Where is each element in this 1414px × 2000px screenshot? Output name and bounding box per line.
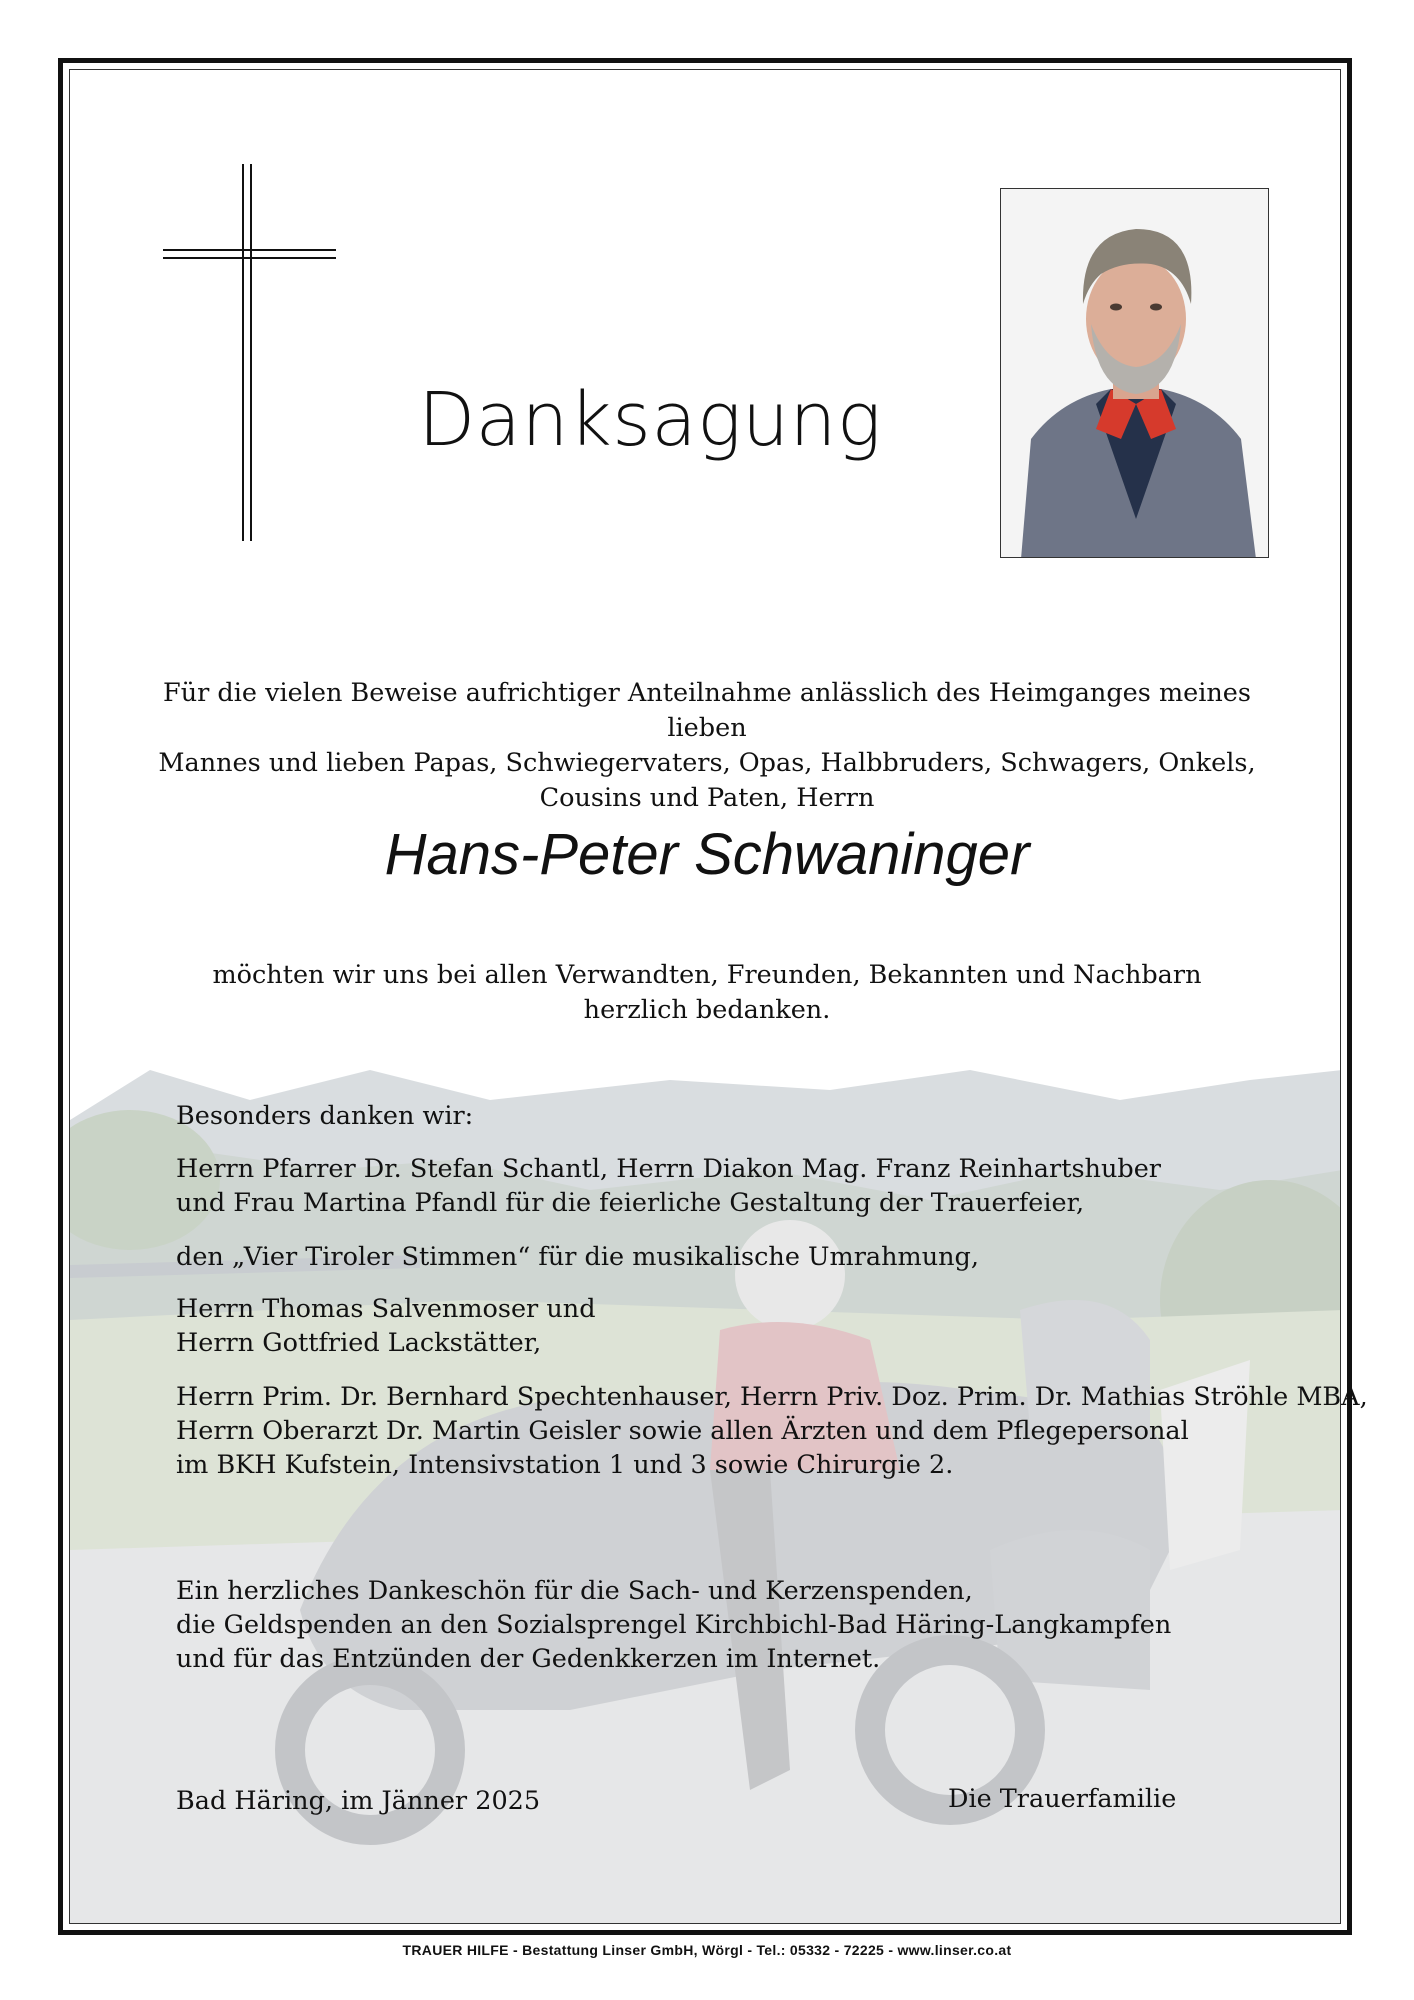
thanks-line: und für das Entzünden der Gedenkkerzen im Internet. (176, 1644, 881, 1674)
thanks-line: den „Vier Tiroler Stimmen“ für die musikalische Umrahmung, (176, 1242, 979, 1272)
closing-line: möchten wir uns bei allen Verwandten, Freunden, Bekannten und Nachbarn (212, 960, 1202, 990)
page-title: Danksagung (418, 377, 882, 463)
thanks-paragraph-donations (176, 1574, 1171, 1676)
intro-text (150, 676, 1264, 816)
deceased-name: Hans-Peter Schwaninger (384, 822, 1030, 887)
thanks-heading: Besonders danken wir: (176, 1101, 474, 1131)
intro-line: Cousins und Paten, Herrn (539, 783, 875, 813)
portrait-photo (1000, 188, 1269, 558)
closing-line: herzlich bedanken. (583, 995, 831, 1025)
imprint: TRAUER HILFE - Bestattung Linser GmbH, Wörgl - Tel.: 05332 - 72225 - www.linser.co.at (402, 1942, 1012, 1958)
thanks-paragraph-doctors (176, 1380, 1368, 1482)
intro-line: Mannes und lieben Papas, Schwiegervaters, Opas, Halbbruders, Schwagers, Onkels, (158, 748, 1256, 778)
thanks-line: Herrn Oberarzt Dr. Martin Geisler sowie allen Ärzten und dem Pflegepersonal (176, 1416, 1189, 1446)
thanks-paragraph-music (176, 1240, 979, 1274)
thanks-paragraph-clergy (176, 1152, 1161, 1220)
thanks-line: Herrn Prim. Dr. Bernhard Spechtenhauser, Herrn Priv. Doz. Prim. Dr. Mathias Ströhle MBA, (176, 1382, 1368, 1412)
intro-line: Für die vielen Beweise aufrichtiger Anteilnahme anlässlich des Heimganges meines lieben (163, 678, 1251, 743)
cross-icon (163, 164, 336, 541)
place-date: Bad Häring, im Jänner 2025 (176, 1786, 541, 1816)
thanks-line: im BKH Kufstein, Intensivstation 1 und 3 sowie Chirurgie 2. (176, 1450, 954, 1480)
thanks-line: Herrn Thomas Salvenmoser und (176, 1294, 596, 1324)
thanks-line: Herrn Pfarrer Dr. Stefan Schantl, Herrn Diakon Mag. Franz Reinhartshuber (176, 1154, 1161, 1184)
thanks-line: und Frau Martina Pfandl für die feierliche Gestaltung der Trauerfeier, (176, 1188, 1085, 1218)
signature: Die Trauerfamilie (948, 1784, 1177, 1814)
thanks-line: Ein herzliches Dankeschön für die Sach- und Kerzenspenden, (176, 1576, 973, 1606)
thanks-line: Herrn Gottfried Lackstätter, (176, 1328, 542, 1358)
thanks-paragraph-helpers (176, 1292, 596, 1360)
thanks-line: die Geldspenden an den Sozialsprengel Kirchbichl-Bad Häring-Langkampfen (176, 1610, 1172, 1640)
closing-text (150, 958, 1264, 1028)
